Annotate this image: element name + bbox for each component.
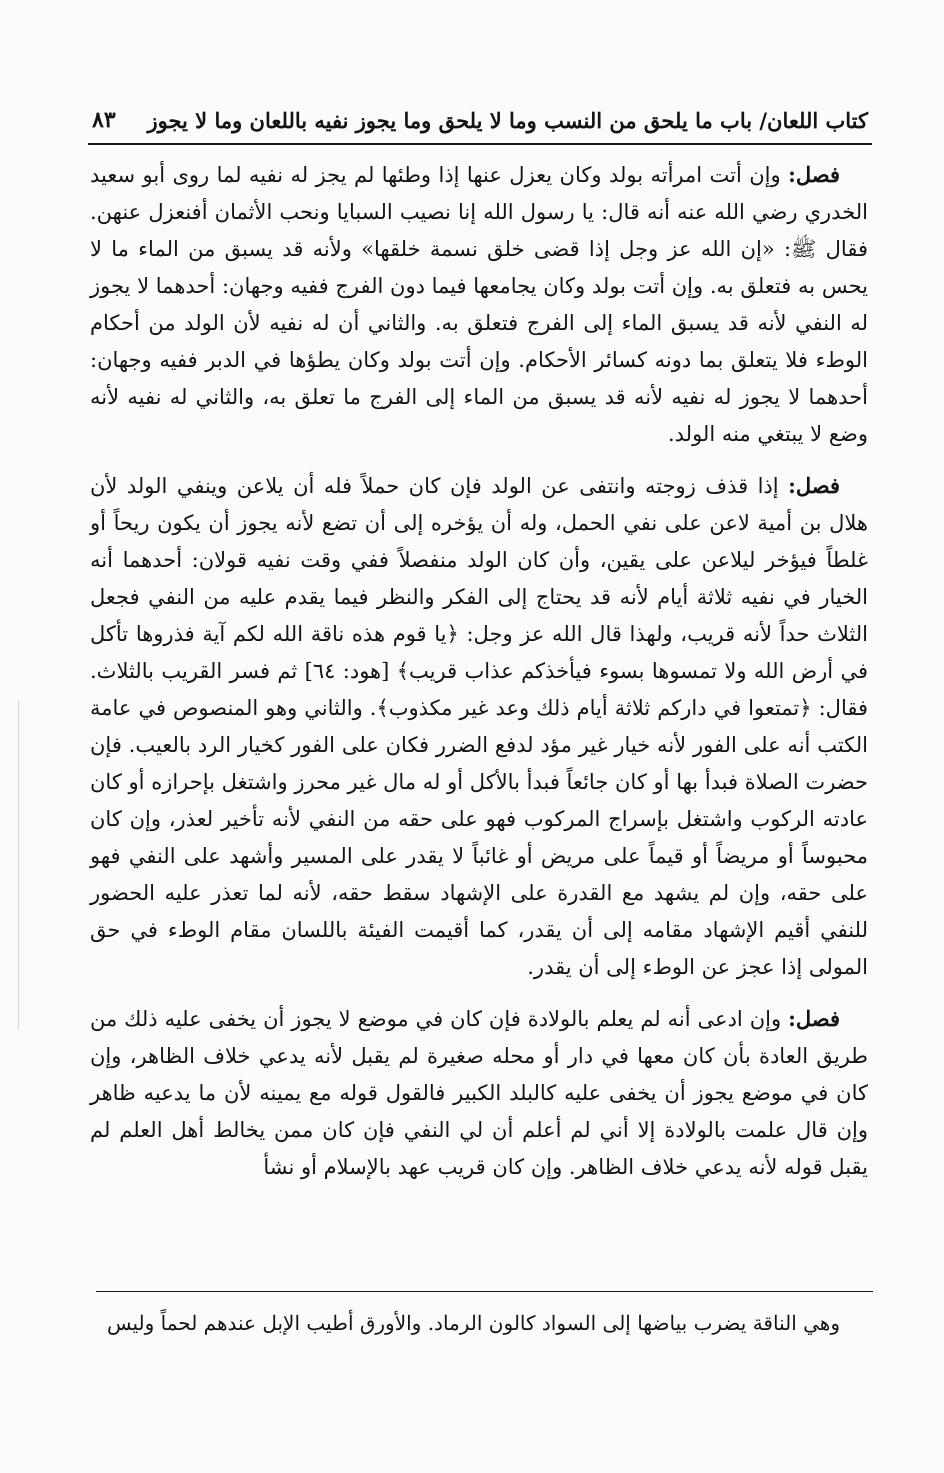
footnote-rule [96, 1291, 873, 1292]
section-keyword: فصل: [788, 473, 840, 498]
paragraph-3 [90, 1000, 868, 1186]
page-header [92, 100, 868, 140]
section-keyword: فصل: [788, 1006, 840, 1031]
paragraph-text: وإن ادعى أنه لم يعلم بالولادة فإن كان في موضع لا يجوز أن يخفى عليه ذلك من طريق العادة بأن كان معها في دار أو محله صغيرة لم يقبل لأنه يدعي خلاف الظاهر، وإن كان في موضع يجوز أن يخفى عليه كالبلد الكبير فالقول قوله مع يمينه لأن ما يدعيه ظاهر وإن قال علمت بالولادة إلا أني لم أعلم أن لي النفي فإن كان ممن يخالط أهل العلم لم يقبل قوله لأنه يدعي خلاف الظاهر. وإن كان قريب عهد بالإسلام أو نشأ [90, 1007, 868, 1179]
paragraph-text: إذا قذف زوجته وانتفى عن الولد فإن كان حملاً فله أن يلاعن وينفي الولد لأن هلال بن أمية لاعن على نفي الحمل، وله أن يؤخره إلى أن تضع لأنه يجوز أن يكون ريحاً أو غلطاً فيؤخر ليلاعن على يقين، وأن كان الولد منفصلاً ففي وقت نفيه قولان: أحدهما أنه الخيار في نفيه ثلاثة أيام لأنه قد يحتاج إلى الفكر والنظر فيما يقدم عليه من النفي فجعل الثلاث حداً لأنه قريب، ولهذا قال الله عز وجل: ﴿يا قوم هذه ناقة الله لكم آية فذروها تأكل في أرض الله ولا تمسوها بسوء فيأخذكم عذاب قريب﴾ [هود: ٦٤] ثم فسر القريب بالثلاث. فقال: ﴿تمتعوا في داركم ثلاثة أيام ذلك وعد غير مكذوب﴾. والثاني وهو المنصوص في عامة الكتب أنه على الفور لأنه خيار غير مؤد لدفع الضرر فكان على الفور كخيار الرد بالعيب. فإن حضرت الصلاة فبدأ بها أو كان جائعاً فبدأ بالأكل أو له مال غير محرز واشتغل بإحرازه أو كان عادته الركوب واشتغل بإسراج المركوب فهو على حقه من النفي لأنه تأخير لعذر، وإن كان محبوساً أو مريضاً أو قيماً على مريض أو غائباً لا يقدر على المسير وأشهد على النفي فهو على حقه، وإن لم يشهد مع القدرة على الإشهاد سقط حقه، لأنه لما تعذر عليه الحضور للنفي أقيم الإشهاد مقامه إلى أن يقدر، كما أقيمت الفيئة باللسان مقام الوطء في حق المولى إذا عجز عن الوطء إلى أن يقدر. [90, 474, 868, 979]
page-number: ٨٣ [92, 107, 116, 133]
footnote: وهي الناقة يضرب بياضها إلى السواد كالون الرماد. والأورق أطيب الإبل عندهم لحماً وليس [107, 1311, 840, 1335]
paragraph-text: وإن أتت امرأته بولد وكان يعزل عنها إذا وطئها لم يجز له نفيه لما روى أبو سعيد الخدري رضي الله عنه أنه قال: يا رسول الله إنا نصيب السبايا ونحب الأثمان أفنعزل عنهن. فقال ﷺ: «إن الله عز وجل إذا قضى خلق نسمة خلقها» ولأنه قد يسبق من الماء ما لا يحس به فتعلق به. وإن أتت بولد وكان يجامعها فيما دون الفرج ففيه وجهان: أحدهما لا يجوز له النفي لأنه قد يسبق الماء إلى الفرج فتعلق به. والثاني أن له نفيه لأن الولد من أحكام الوطء فلا يتعلق بما دونه كسائر الأحكام. وإن أتت بولد وكان يطؤها في الدبر ففيه وجهان: أحدهما لا يجوز له نفيه لأنه قد يسبق من الماء إلى الفرج ما تعلق به، والثاني له نفيه لأنه وضع لا يبتغي منه الولد. [90, 163, 869, 446]
running-title: كتاب اللعان/ باب ما يلحق من النسب وما لا يلحق وما يجوز نفيه باللعان وما لا يجوز [147, 107, 868, 133]
section-keyword: فصل: [788, 162, 840, 187]
scan-margin-line [18, 700, 19, 1030]
body-text [90, 156, 868, 1200]
header-rule [88, 143, 872, 145]
paragraph-2 [90, 467, 868, 986]
paragraph-1 [90, 156, 868, 453]
